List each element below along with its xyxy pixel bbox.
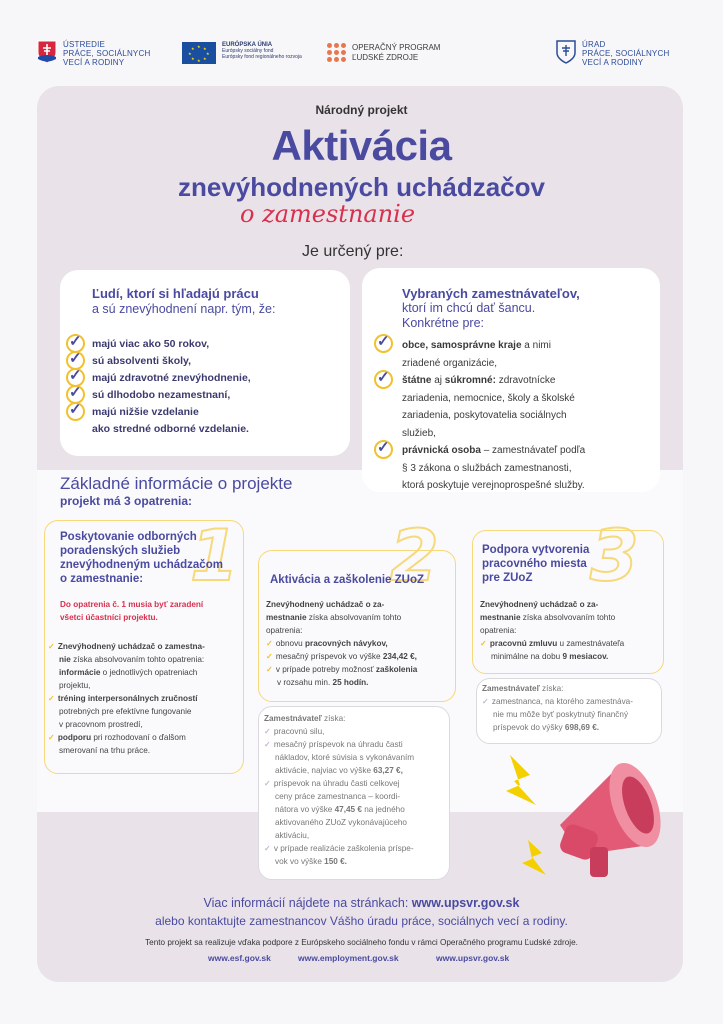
check-icon: ✓ bbox=[48, 694, 55, 703]
m2-text: získa: bbox=[321, 714, 346, 723]
m2-bold: 150 €. bbox=[324, 857, 347, 866]
m2-text: aktiváciu, bbox=[275, 831, 310, 840]
logo-eu bbox=[182, 42, 302, 64]
warning-line: všetci účastníci projektu. bbox=[60, 613, 158, 622]
script-subtitle: o zamestnanie bbox=[240, 200, 416, 228]
list-item: majú viac ako 50 rokov, bbox=[92, 338, 210, 350]
emp-item-text: zariadenia, poskytovatelia sociálnych bbox=[402, 410, 567, 421]
check-icon: ✓ bbox=[266, 639, 273, 648]
emp-item-text: zriadené organizácie, bbox=[402, 357, 498, 369]
m3-bold: Znevýhodnený uchádzač o za- bbox=[480, 600, 599, 609]
emp-item-text: zariadenia, nemocnice, školy a školské bbox=[402, 392, 575, 404]
m3-text: nie mu môže byť poskytnutý finančný bbox=[493, 710, 629, 719]
page-title: Aktivácia bbox=[271, 122, 452, 169]
check-icon: ✓ bbox=[264, 727, 271, 736]
m1-bold: podporu bbox=[57, 733, 92, 742]
logo1-line: VECÍ A RODINY bbox=[63, 58, 125, 67]
m2-bold: Znevýhodnený uchádzač o za- bbox=[266, 600, 385, 609]
m3-text: opatrenia: bbox=[480, 626, 517, 635]
list-item: majú nižšie vzdelanie bbox=[92, 406, 199, 418]
employers-sub: ktorí im chcú dať šancu. bbox=[402, 301, 536, 315]
op-line: OPERAČNÝ PROGRAM bbox=[352, 43, 441, 52]
m2-text: aktivovaného ZUoZ vykonávajúceho bbox=[275, 818, 407, 827]
m1-bold: nie bbox=[59, 655, 71, 664]
check-icon: ✓ bbox=[266, 652, 273, 661]
title-line: znevýhodneným uchádzačom bbox=[60, 559, 223, 571]
m1-text: smerovaní na trhu práce. bbox=[59, 746, 151, 755]
m2-bold: 63,27 €, bbox=[373, 766, 403, 775]
check-icon bbox=[374, 370, 393, 389]
check-icon bbox=[66, 402, 85, 421]
m2-text: nátora vo výške bbox=[275, 805, 335, 814]
m1-text: získa absolvovaním tohto opatrenia: bbox=[70, 655, 205, 664]
m1-bold: informácie bbox=[59, 668, 101, 677]
check-icon: ✓ bbox=[480, 639, 487, 648]
m3-text: príspevok do výšky bbox=[493, 723, 565, 732]
m3-bold: Zamestnávateľ bbox=[482, 684, 540, 693]
title-line: poradenských služieb bbox=[60, 545, 181, 557]
title-line: Poskytovanie odborných bbox=[60, 531, 197, 543]
m1-text: projektu, bbox=[59, 681, 91, 690]
emp-item-text: zdravotnícke bbox=[495, 375, 556, 386]
emp-item-text: § 3 zákona o službách zamestnanosti, bbox=[402, 462, 572, 474]
m2-text: mesačný príspevok na úhradu časti bbox=[273, 740, 403, 749]
m1-text: o jednotlivých opatreniach bbox=[100, 668, 198, 677]
eu-sub: Európsky fond regionálneho rozvoja bbox=[222, 54, 302, 60]
m2-text: ceny práce zamestnanca – koordi- bbox=[275, 792, 401, 801]
national-project-label: Národný projekt bbox=[315, 103, 408, 117]
op-dots-icon bbox=[327, 43, 346, 62]
emp-item-text: a nimi bbox=[521, 340, 551, 351]
measure-2-employer-body bbox=[264, 712, 446, 868]
footer-funding: Tento projekt sa realizuje vďaka podpore z Európskeho sociálneho fondu v rámci Operačného programu Ľudské zdroje. bbox=[145, 938, 578, 947]
people-list bbox=[92, 336, 251, 438]
m1-bold: tréning interpersonálnych zručností bbox=[57, 694, 198, 703]
m3-bold: 698,69 €. bbox=[564, 723, 600, 732]
check-icon: ✓ bbox=[264, 844, 271, 853]
check-icon: ✓ bbox=[48, 642, 55, 651]
check-icon bbox=[374, 334, 393, 353]
title-line: pracovného miesta bbox=[482, 558, 587, 570]
emp-item-bold: súkromné: bbox=[444, 375, 496, 386]
m2-bold: Zamestnávateľ bbox=[264, 714, 322, 723]
check-icon: ✓ bbox=[264, 779, 271, 788]
link-employment[interactable]: www.employment.gov.sk bbox=[298, 953, 399, 963]
logo1-line: ÚSTREDIE bbox=[63, 40, 106, 49]
title-line: pre ZUoZ bbox=[482, 572, 533, 584]
warning-line: Do opatrenia č. 1 musia byť zaradení bbox=[60, 600, 204, 609]
emp-item-text: služieb, bbox=[402, 427, 436, 439]
measure-3-title bbox=[482, 543, 589, 585]
list-item: ako stredné odborné vzdelanie. bbox=[92, 423, 249, 435]
op-line: ĽUDSKÉ ZDROJE bbox=[352, 53, 419, 62]
measure-1-warning bbox=[60, 598, 203, 624]
people-subheading: a sú znevýhodnení napr. tým, že: bbox=[92, 302, 276, 316]
m2-bold: 25 hodín. bbox=[332, 678, 369, 687]
measure-3-number: 3 bbox=[590, 515, 639, 597]
emp-item-bold: štátne bbox=[402, 375, 432, 386]
check-icon: ✓ bbox=[266, 665, 273, 674]
measure-2-body bbox=[266, 598, 452, 689]
footer-text: Viac informácií nájdete na stránkach: bbox=[203, 896, 412, 910]
logo-urad bbox=[556, 40, 669, 67]
m2-text: obnovu bbox=[275, 639, 306, 648]
m2-text: opatrenia: bbox=[266, 626, 303, 635]
m2-text: vok vo výške bbox=[275, 857, 325, 866]
shield-icon bbox=[37, 40, 57, 64]
logo4-line: PRÁCE, SOCIÁLNYCH bbox=[582, 49, 670, 58]
emp-item-text: aj bbox=[431, 375, 445, 386]
m2-text: mesačný príspevok vo výške bbox=[275, 652, 383, 661]
m3-bold: pracovnú zmluvu bbox=[489, 639, 558, 648]
m2-text: v prípade realizácie zaškolenia príspe- bbox=[273, 844, 414, 853]
m2-bold: zaškolenia bbox=[375, 665, 418, 674]
m3-bold: 9 mesiacov. bbox=[562, 652, 609, 661]
list-item: sú absolventi školy, bbox=[92, 355, 192, 367]
footer-contact: alebo kontaktujte zamestnancov Vášho úradu práce, sociálnych vecí a rodiny. bbox=[155, 914, 568, 928]
intended-label: Je určený pre: bbox=[302, 243, 404, 260]
measure-2-number: 2 bbox=[390, 515, 439, 597]
eu-sub: Európsky sociálny fond bbox=[222, 48, 274, 54]
m2-text: príspevok na úhradu časti celkovej bbox=[273, 779, 400, 788]
logo4-line: VECÍ A RODINY bbox=[582, 58, 644, 67]
measure-1-body bbox=[48, 640, 238, 757]
m3-text: minimálne na dobu bbox=[491, 652, 563, 661]
basic-info-title: Základné informácie o projekte bbox=[60, 474, 293, 493]
m3-bold: mestnanie bbox=[480, 613, 521, 622]
measure-3-employer-body bbox=[482, 682, 658, 734]
check-icon bbox=[374, 440, 393, 459]
title-line: Podpora vytvorenia bbox=[482, 544, 590, 556]
m3-text: u zamestnávateľa bbox=[557, 639, 625, 648]
basic-info-sub: projekt má 3 opatrenia: bbox=[60, 494, 193, 508]
employers-list bbox=[402, 337, 585, 495]
logo-upsvr bbox=[37, 40, 150, 67]
logo4-line: ÚRAD bbox=[582, 40, 606, 49]
eu-flag-icon: ★ ★ ★ ★ ★ ★ ★ ★ bbox=[182, 42, 216, 64]
page-subtitle: znevýhodnených uchádzačov bbox=[178, 172, 545, 202]
check-icon: ✓ bbox=[48, 733, 55, 742]
logo-op bbox=[327, 43, 440, 63]
m2-text: v rozsahu min. bbox=[277, 678, 333, 687]
people-heading: Ľudí, ktorí si hľadajú prácu bbox=[92, 286, 259, 301]
m1-text: v pracovnom prostredí, bbox=[59, 720, 143, 729]
m2-text: získa absolvovaním tohto bbox=[306, 613, 402, 622]
title-line: o zamestnanie: bbox=[60, 573, 144, 585]
measure-1-number: 1 bbox=[190, 515, 239, 597]
eu-title: EURÓPSKA ÚNIA bbox=[222, 42, 273, 48]
m3-text: zamestnanca, na ktorého zamestnáva- bbox=[491, 697, 633, 706]
m2-text: pracovnú silu, bbox=[273, 727, 325, 736]
m2-text: v prípade potreby možnosť bbox=[275, 665, 376, 674]
m3-text: získa absolvovaním tohto bbox=[520, 613, 616, 622]
shield-outline-icon bbox=[556, 40, 576, 64]
m2-bold: 234,42 €, bbox=[382, 652, 417, 661]
emp-item-text: ktorá poskytuje verejnoprospešné služby. bbox=[402, 480, 585, 491]
footer-link[interactable]: www.upsvr.gov.sk bbox=[411, 896, 520, 910]
m2-bold: mestnanie bbox=[266, 613, 307, 622]
m2-bold: pracovných návykov, bbox=[305, 639, 388, 648]
list-item: majú zdravotné znevýhodnenie, bbox=[92, 372, 251, 384]
m1-bold: Znevýhodnený uchádzač o zamestna- bbox=[57, 642, 205, 651]
emp-item-text: – zamestnávateľ podľa bbox=[480, 445, 586, 456]
m2-text: na jedného bbox=[361, 805, 405, 814]
megaphone-icon bbox=[500, 735, 675, 885]
m1-text: potrebných pre efektívne fungovanie bbox=[59, 707, 192, 716]
footer-more-info bbox=[0, 896, 723, 910]
check-icon: ✓ bbox=[264, 740, 271, 749]
m2-bold: 47,45 € bbox=[334, 805, 362, 814]
m1-text: pri rozhodovaní o ďalšom bbox=[91, 733, 186, 742]
link-upsvr[interactable]: www.upsvr.gov.sk bbox=[436, 953, 510, 963]
measure-3-body bbox=[480, 598, 660, 663]
list-item: sú dlhodobo nezamestnaní, bbox=[92, 389, 231, 401]
link-esf[interactable]: www.esf.gov.sk bbox=[208, 953, 271, 963]
m2-text: aktivácie, najviac vo výške bbox=[275, 766, 374, 775]
employers-heading: Vybraných zamestnávateľov, bbox=[402, 286, 580, 301]
measure-2-title: Aktivácia a zaškolenie ZUoZ bbox=[270, 574, 425, 586]
emp-item-bold: obce, samosprávne kraje bbox=[402, 340, 522, 351]
m2-text: nákladov, ktoré súvisia s vykonávaním bbox=[275, 753, 415, 762]
logo1-line: PRÁCE, SOCIÁLNYCH bbox=[63, 49, 151, 58]
m3-text: získa: bbox=[539, 684, 564, 693]
measure-1-title bbox=[60, 530, 223, 586]
employers-sub: Konkrétne pre: bbox=[402, 316, 484, 330]
emp-item-bold: právnická osoba bbox=[402, 445, 481, 456]
check-icon: ✓ bbox=[482, 697, 489, 706]
